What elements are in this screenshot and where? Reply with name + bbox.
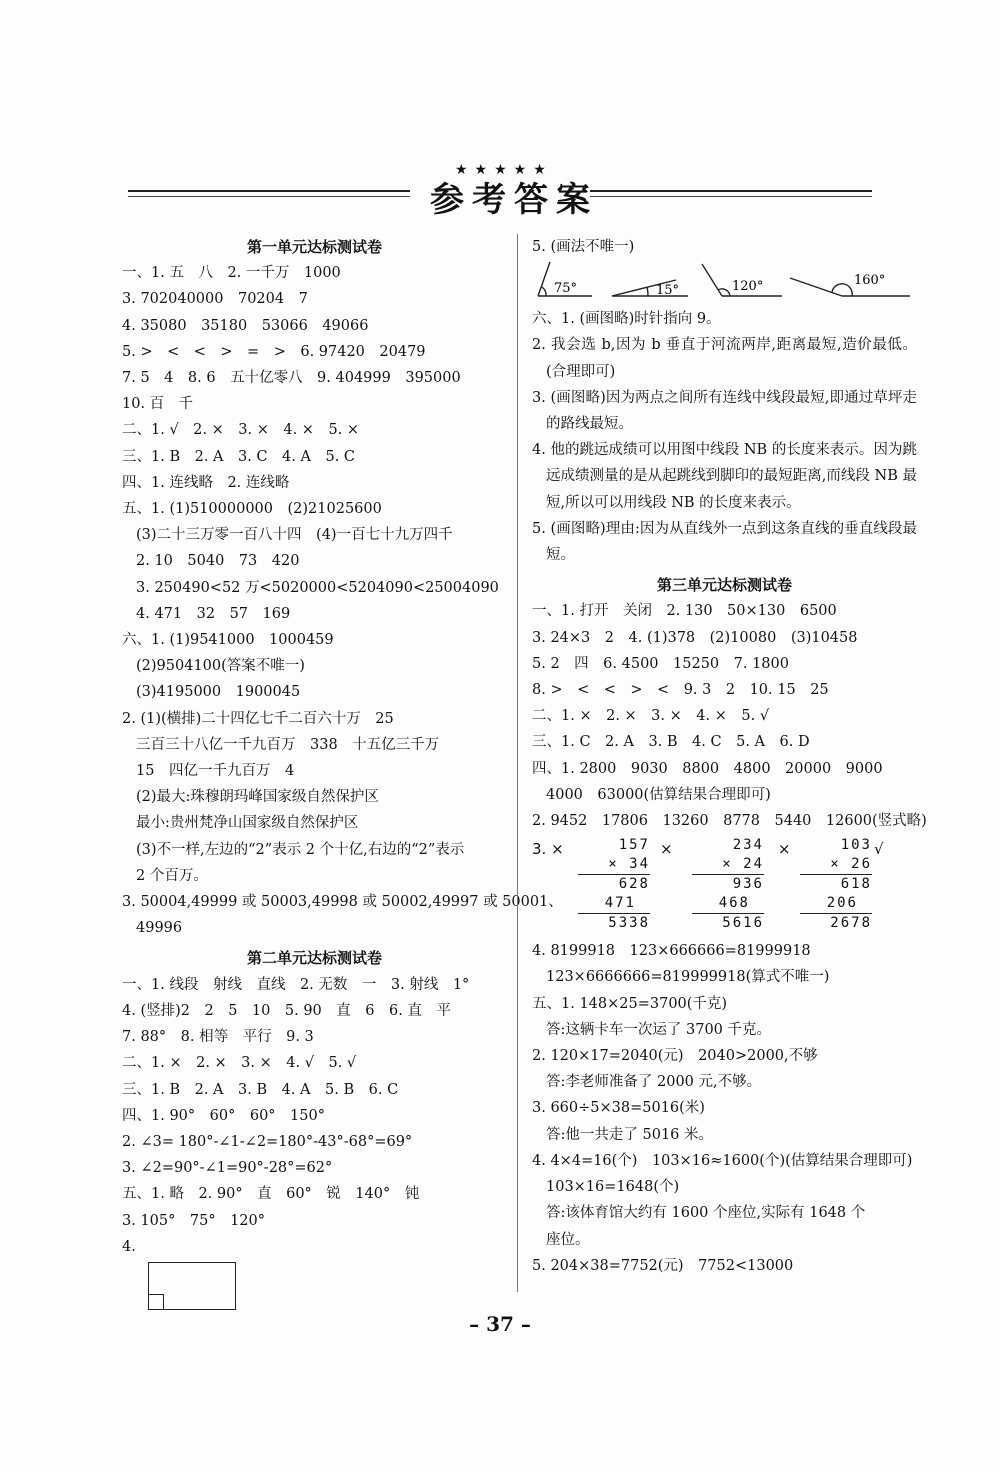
answer-line: 五、1. 148×25=3700(千克): [532, 995, 728, 1012]
answer-line: 2. ∠3= 180°-∠1-∠2=180°-43°-68°=69°: [122, 1133, 413, 1150]
answer-line: (3)4195000 1900045: [136, 684, 301, 701]
vertical-multiplications: [532, 834, 917, 938]
right-column: [532, 234, 927, 1279]
answer-line: 2. 我会选 b,因为 b 垂直于河流两岸,距离最短,造价最低。(合理即可): [532, 337, 917, 380]
answer-line: 4. 他的跳远成绩可以用图中线段 NB 的长度来表示。因为跳远成绩测量的是从起跳线到脚印的最短距离,而线段 NB 最短,所以可以用线段 NB 的长度来表示。: [532, 442, 917, 511]
answer-line: 2 个百万。: [136, 867, 208, 884]
answer-line: 二、1. √ 2. × 3. × 4. × 5. ×: [122, 422, 360, 439]
rule-left-top: [128, 190, 410, 192]
answer-line: (3)二十三万零一百八十四 (4)一百七十九万四千: [136, 527, 453, 544]
mult1-result: 5338: [608, 915, 650, 932]
answer-line: 3. ∠2=90°-∠1=90°-28°=62°: [122, 1160, 333, 1177]
mark-c: √: [874, 840, 884, 859]
unit3-answers-cont: [532, 938, 917, 1279]
angle-label-75: 75°: [554, 281, 578, 297]
mult3-top: 103: [840, 837, 872, 854]
answer-line: 4. (竖排)2 2 5 10 5. 90 直 6 6. 直 平: [122, 1002, 451, 1019]
answer-line: 答:他一共走了 5016 米。: [546, 1126, 714, 1143]
mult2-partial1: 936: [732, 876, 764, 893]
answer-line: 2. 120×17=2040(元) 2040>2000,不够: [532, 1048, 818, 1065]
answer-line: 8. > < < > < 9. 3 2 10. 15 25: [532, 682, 829, 699]
unit1-title: 第一单元达标测试卷: [246, 238, 382, 256]
unit2-title: 第二单元达标测试卷: [246, 949, 382, 968]
angle-label-120: 120°: [732, 279, 764, 295]
answer-line: 最小:贵州梵净山国家级自然保护区: [136, 815, 359, 832]
answer-line: 一、1. 打开 关闭 2. 130 50×130 6500: [532, 603, 837, 620]
answer-line: 4. 4×4=16(个) 103×16≈1600(个)(估算结果合理即可): [532, 1152, 913, 1169]
mark-b: ×: [778, 840, 791, 859]
stars-decoration: ★★★★★: [455, 162, 553, 178]
answer-line: 四、1. 2800 9030 8800 4800 20000 9000: [532, 760, 883, 777]
answer-line: 答:李老师准备了 2000 元,不够。: [546, 1074, 762, 1091]
mult3-result: 2678: [830, 915, 872, 932]
answer-line: 六、1. (1)9541000 1000459: [122, 632, 334, 649]
mult2-top: 234: [732, 837, 764, 854]
unit1-answers: [122, 260, 563, 941]
answer-line: 3. 24×3 2 4. (1)378 (2)10080 (3)10458: [532, 629, 858, 646]
rule-right-bottom: [590, 196, 872, 197]
answer-line: 4. 471 32 57 169: [136, 605, 291, 622]
answer-line: (2)最大:珠穆朗玛峰国家级自然保护区: [136, 789, 379, 806]
mult2-factor: × 24: [692, 855, 764, 875]
answer-line: 3. (画图略)因为两点之间所有连线中线段最短,即通过草坪走的路线最短。: [532, 389, 917, 433]
answer-line: 5. (画图略)理由:因为从直线外一点到这条直线的垂直线段最短。: [532, 520, 917, 564]
answer-line: 7. 88° 8. 相等 平行 9. 3: [122, 1029, 314, 1046]
multiplication-3: [800, 836, 872, 933]
mark-a: ×: [660, 840, 673, 859]
mult2-partial2: 468: [692, 894, 764, 914]
answer-line: 123×6666666=819999918(算式不唯一): [546, 969, 830, 986]
answer-line: 四、1. 连线略 2. 连线略: [122, 474, 290, 491]
answer-line: 三百三十八亿一千九百万 338 十五亿三千万: [136, 736, 440, 753]
unit3-answers: [532, 598, 927, 834]
mark-3: 3. ×: [532, 840, 564, 859]
angle-75-ray2: [538, 262, 550, 296]
mult1-top: 157: [618, 837, 650, 854]
answer-line: 49996: [136, 920, 183, 937]
rectangle-figure: [148, 1262, 236, 1310]
angle-figures: [532, 260, 912, 306]
rule-right-top: [590, 190, 872, 192]
multiplication-1: [578, 836, 650, 933]
left-column: [122, 234, 563, 1310]
answer-line: 5. > < < > = > 6. 97420 20479: [122, 343, 426, 360]
answer-line: 3. 702040000 70204 7: [122, 291, 308, 308]
answer-line: 座位。: [546, 1231, 590, 1248]
angle-drawings: [532, 260, 917, 306]
multiplication-2: [692, 836, 764, 933]
unit3-title: 第三单元达标测试卷: [656, 576, 792, 595]
answer-line: 2. 9452 17806 13260 8778 5440 12600(竖式略): [532, 813, 927, 830]
answer-line: 二、1. × 2. × 3. × 4. × 5. √: [532, 708, 770, 725]
answer-line: 2. (1)(横排)二十四亿七千二百六十万 25: [122, 710, 394, 727]
angle-120-ray2: [702, 264, 722, 296]
unit2-answers: [122, 972, 507, 1260]
answer-line: 三、1. B 2. A 3. B 4. A 5. B 6. C: [122, 1081, 399, 1098]
answer-line: 15 四亿一千九百万 4: [136, 763, 295, 780]
answer-line: 3. 50004,49999 或 50003,49998 或 50002,49997 或 50001、: [122, 894, 563, 911]
page-number: – 37 –: [469, 1312, 531, 1336]
unit2-part6: [532, 306, 917, 568]
angle-75-arc: [542, 287, 546, 296]
answer-line: 5. 204×38=7752(元) 7752<13000: [532, 1257, 794, 1274]
answer-line: 2. 10 5040 73 420: [136, 553, 300, 570]
right-angle-mark: [149, 1294, 164, 1309]
mult1-partial2: 471: [578, 894, 650, 914]
answer-line: 三、1. B 2. A 3. C 4. A 5. C: [122, 448, 356, 465]
answer-line: 六、1. (画图略)时针指向 9。: [532, 311, 721, 328]
answer-line: 3. 660÷5×38=5016(米): [532, 1100, 705, 1117]
page-header: [0, 160, 1000, 220]
answer-line: 答:该体育馆大约有 1600 个座位,实际有 1648 个: [546, 1205, 866, 1222]
rule-left-bottom: [128, 196, 410, 197]
answer-line: 二、1. × 2. × 3. × 4. √ 5. √: [122, 1055, 357, 1072]
answer-line: 103×16=1648(个): [546, 1179, 680, 1196]
answer-line: 五、1. (1)510000000 (2)21025600: [122, 501, 382, 518]
answer-line: 4.: [122, 1238, 136, 1255]
mult1-partial1: 628: [618, 876, 650, 893]
column-divider: [517, 234, 518, 1292]
answer-line: 5. 2 四 6. 4500 15250 7. 1800: [532, 655, 789, 672]
mult2-result: 5616: [722, 915, 764, 932]
angle-15-arc: [647, 287, 648, 296]
unit2-continued: [532, 234, 917, 260]
answer-line: 5. (画法不唯一): [532, 239, 635, 255]
angle-label-160: 160°: [854, 273, 886, 289]
mult1-factor: × 34: [578, 855, 650, 875]
answer-line: 一、1. 五 八 2. 一千万 1000: [122, 265, 341, 282]
answer-line: 三、1. C 2. A 3. B 4. C 5. A 6. D: [532, 734, 810, 751]
answer-line: 一、1. 线段 射线 直线 2. 无数 一 3. 射线 1°: [122, 976, 470, 993]
answer-line: 7. 5 4 8. 6 五十亿零八 9. 404999 395000: [122, 370, 461, 387]
answer-line: 4. 8199918 123×666666=81999918: [532, 943, 811, 960]
answer-line: (2)9504100(答案不唯一): [136, 658, 305, 675]
answer-line: 10. 百 千: [122, 396, 194, 413]
answer-line: 4. 35080 35180 53066 49066: [122, 317, 369, 334]
answer-line: (3)不一样,左边的“2”表示 2 个十亿,右边的“2”表示: [136, 841, 465, 858]
answer-line: 3. 250490<52 万<5020000<5204090<25004090: [136, 579, 499, 596]
answer-line: 4000 63000(估算结果合理即可): [546, 786, 771, 803]
answer-line: 四、1. 90° 60° 60° 150°: [122, 1107, 325, 1124]
answer-line: 五、1. 略 2. 90° 直 60° 锐 140° 钝: [122, 1186, 420, 1203]
page-title: 参考答案: [430, 180, 598, 220]
mult3-factor: × 26: [800, 855, 872, 875]
answer-line: 3. 105° 75° 120°: [122, 1212, 265, 1229]
angle-label-15: 15°: [656, 283, 680, 299]
answer-line: 答:这辆卡车一次运了 3700 千克。: [546, 1021, 772, 1038]
mult3-partial1: 618: [840, 876, 872, 893]
mult3-partial2: 206: [800, 894, 872, 914]
